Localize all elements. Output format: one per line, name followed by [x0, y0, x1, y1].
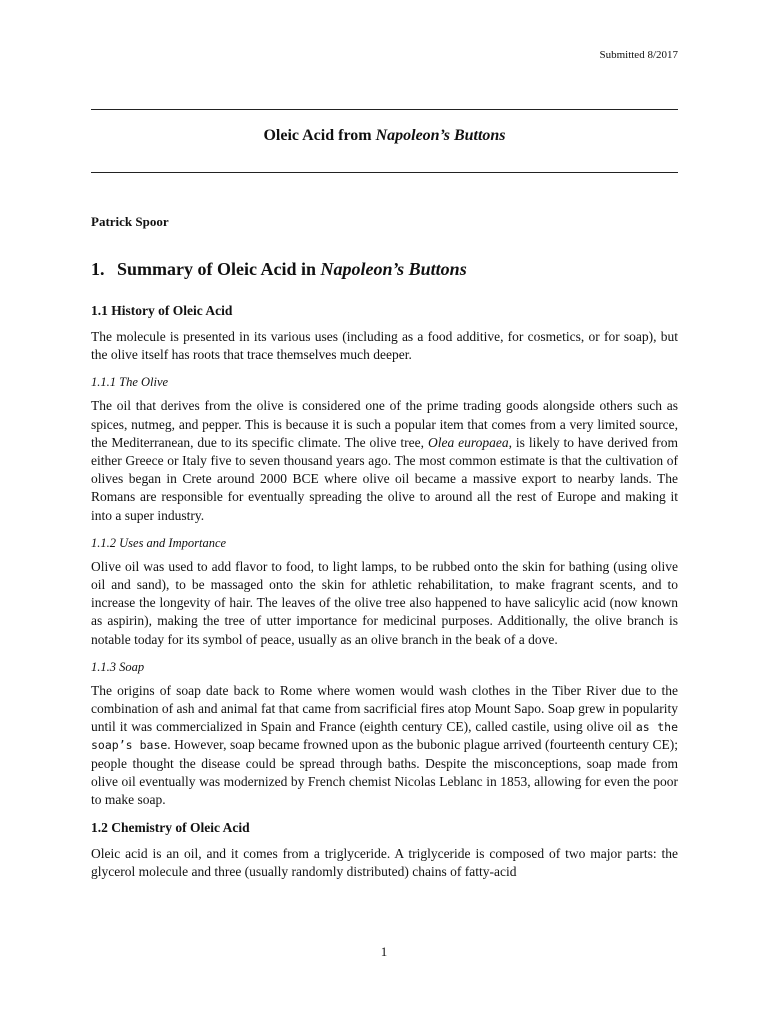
paper-title-book: Napoleon’s Buttons: [375, 127, 506, 144]
title-rule-top: [91, 109, 678, 110]
section-1-heading: [91, 258, 678, 280]
section-1-1-3-heading: 1.1.3 Soap: [91, 659, 145, 674]
paper-body: [91, 258, 678, 892]
paper-title-prefix: Oleic Acid from: [263, 127, 376, 144]
page-number: 1: [380, 944, 388, 959]
section-1-heading-prefix: Summary of Oleic Acid in: [117, 259, 321, 279]
olive-species-name: Olea europaea: [427, 434, 509, 450]
section-1-1-1-paragraph: [91, 397, 678, 524]
paper-title: [91, 126, 678, 146]
section-1-2-heading: 1.2 Chemistry of Oleic Acid: [91, 820, 250, 836]
section-1-number: 1.: [91, 259, 105, 279]
section-1-1-3-paragraph: [91, 682, 678, 809]
author-name: Patrick Spoor: [91, 214, 169, 229]
olive-text-a: The oil that derives from the olive is considered one of the prime trading goods alongside others such as spices, nutmeg, and pepper. This is because it is such a popular item that comes from a very limited source, the Mediterranean, due to its specific climate. The olive tree,: [91, 398, 678, 450]
section-1-2-paragraph: Oleic acid is an oil, and it comes from a triglyceride. A triglyceride is composed of two major parts: the glycerol molecule and three (usually randomly distributed) chains of fatty-acid: [91, 846, 678, 880]
olive-text-b: , is likely to have derived from either Greece or Italy five to seven thousand years ago. The most common estimate is that the cultivation of olives began in Crete around 2000 BCE where olive oil became a massive export to nearby lands. The Romans are responsible for eventually spreading the olive to around all the rest of Europe and making it into a super industry.: [91, 434, 678, 523]
section-1-1-intro: The molecule is presented in its various uses (including as a food additive, for cosmetics, or for soap), but the olive itself has roots that trace themselves much deeper.: [91, 329, 678, 363]
submission-date: Submitted 8/2017: [599, 49, 678, 61]
section-1-1-heading: 1.1 History of Oleic Acid: [91, 303, 233, 318]
soap-text-mono: as the soap’s base: [91, 720, 678, 753]
soap-text-a: The origins of soap date back to Rome where women would wash clothes in the Tiber River due to the combination of ash and animal fat that came from sacrificial fires atop Mount Sapo. Soap grew in popularity until it was commercialized in Spain and France (eighth century CE), called castile, using olive oil: [91, 682, 678, 735]
section-1-1-2-heading: 1.1.2 Uses and Importance: [91, 535, 227, 550]
title-rule-bottom: [91, 172, 678, 173]
section-1-1-2-paragraph: Olive oil was used to add flavor to food, to light lamps, to be rubbed onto the skin for bathing (using olive oil and sand), to be massaged onto the skin for athletic rehabilitation, to make fragrant scents, and to increase the longevity of hair. The leaves of the olive tree also happened to have salicylic acid (now known as aspirin), making the tree of utter importance for medicinal purposes. Additionally, the olive branch is notable today for its symbol of peace, usually as an olive branch in the beak of a dove.: [91, 558, 678, 647]
section-1-heading-book: Napoleon’s Buttons: [320, 259, 467, 279]
section-1-1-1-heading: 1.1.1 The Olive: [91, 375, 169, 390]
soap-text-b: . However, soap became frowned upon as the bubonic plague arrived (fourteenth century CE); people thought the disease could be spread through baths. Despite the misconceptions, soap made from olive oil eventually was modernized by French chemist Nicolas Leblanc in 1853, allowing for even the poor to make soap.: [91, 737, 678, 808]
